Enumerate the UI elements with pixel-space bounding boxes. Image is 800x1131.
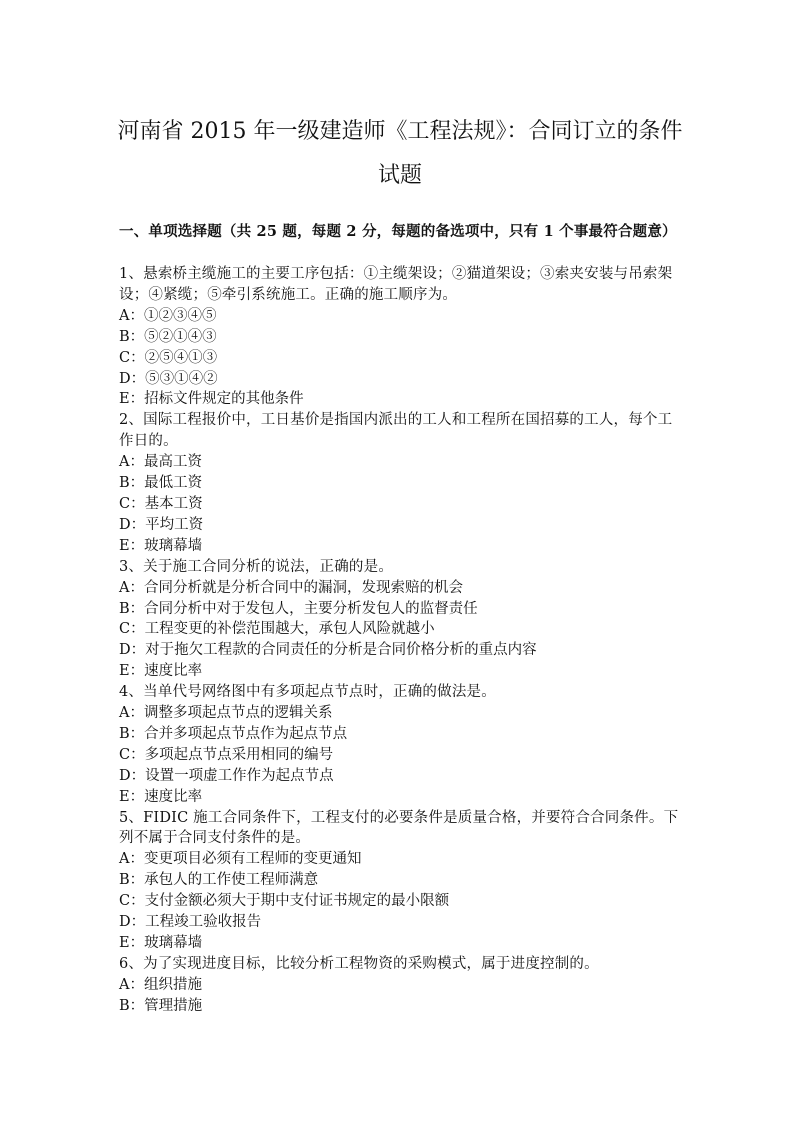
option-e: E：招标文件规定的其他条件 [119, 391, 304, 408]
option-c: C：支付金额必须大于期中支付证书规定的最小限额 [119, 893, 450, 910]
option-c: C：工程变更的补偿范围越大，承包人风险就越小 [119, 621, 435, 638]
question-list [119, 264, 684, 1017]
option-b: B：最低工资 [119, 475, 203, 492]
option-b: B：合同分析中对于发包人，主要分析发包人的监督责任 [119, 600, 478, 617]
option-e: E：玻璃幕墙 [119, 537, 203, 554]
option-c: C：基本工资 [119, 495, 203, 512]
document-title-line-2: 试题 [377, 163, 422, 188]
option-c: C：多项起点节点采用相同的编号 [119, 746, 334, 763]
question-4 [119, 682, 684, 807]
question-stem: 4、当单代号网络图中有多项起点节点时，正确的做法是。 [119, 684, 496, 701]
option-a: A：组织措施 [119, 976, 202, 993]
question-stem: 1、悬索桥主缆施工的主要工序包括：①主缆架设；②猫道架设；③索夹安装与吊索架设；④紧缆；⑤牵引系统施工。正确的施工顺序为。 [119, 266, 673, 303]
option-b: B：承包人的工作使工程师满意 [119, 872, 319, 889]
section-heading: 一、单项选择题（共 25 题，每题 2 分，每题的备选项中，只有 1 个事最符合题意） [119, 223, 677, 240]
option-c: C：②⑤④①③ [119, 349, 218, 366]
option-e: E：玻璃幕墙 [119, 935, 203, 951]
option-d: D：平均工资 [119, 516, 204, 533]
option-e: E：速度比率 [119, 788, 203, 805]
option-a: A：调整多项起点节点的逻辑关系 [119, 705, 333, 722]
option-d: D：设置一项虚工作作为起点节点 [119, 767, 334, 784]
option-a: A：变更项目必须有工程师的变更通知 [119, 851, 362, 868]
option-a: A：最高工资 [119, 454, 202, 471]
question-stem: 3、关于施工合同分析的说法，正确的是。 [119, 558, 394, 575]
question-3 [119, 557, 684, 682]
question-stem: 5、FIDIC 施工合同条件下，工程支付的必要条件是质量合格，并要符合合同条件。下列不属于合同支付条件的是。 [119, 809, 679, 847]
question-stem: 6、为了实现进度目标，比较分析工程物资的采购模式，属于进度控制的。 [119, 955, 599, 972]
option-a: A：①②③④⑤ [119, 307, 217, 324]
document-title-line-1: 河南省 2015 年一级建造师《工程法规》：合同订立的条件 [117, 119, 683, 144]
question-6 [119, 954, 684, 1017]
option-e: E：速度比率 [119, 663, 203, 680]
question-stem: 2、国际工程报价中，工日基价是指国内派出的工人和工程所在国招募的工人，每个工作日的。 [119, 412, 673, 450]
option-a: A：合同分析就是分析合同中的漏洞，发现索赔的机会 [119, 579, 463, 596]
question-1 [119, 264, 684, 410]
option-d: D：工程竣工验收报告 [119, 914, 262, 931]
option-d: D：⑤③①④② [119, 370, 218, 387]
option-d: D：对于拖欠工程款的合同责任的分析是合同价格分析的重点内容 [119, 642, 537, 659]
option-b: B：管理措施 [119, 997, 203, 1014]
option-b: B：⑤②①④③ [119, 328, 217, 345]
question-5 [119, 808, 684, 954]
question-2 [119, 410, 684, 556]
option-b: B：合并多项起点节点作为起点节点 [119, 725, 348, 742]
